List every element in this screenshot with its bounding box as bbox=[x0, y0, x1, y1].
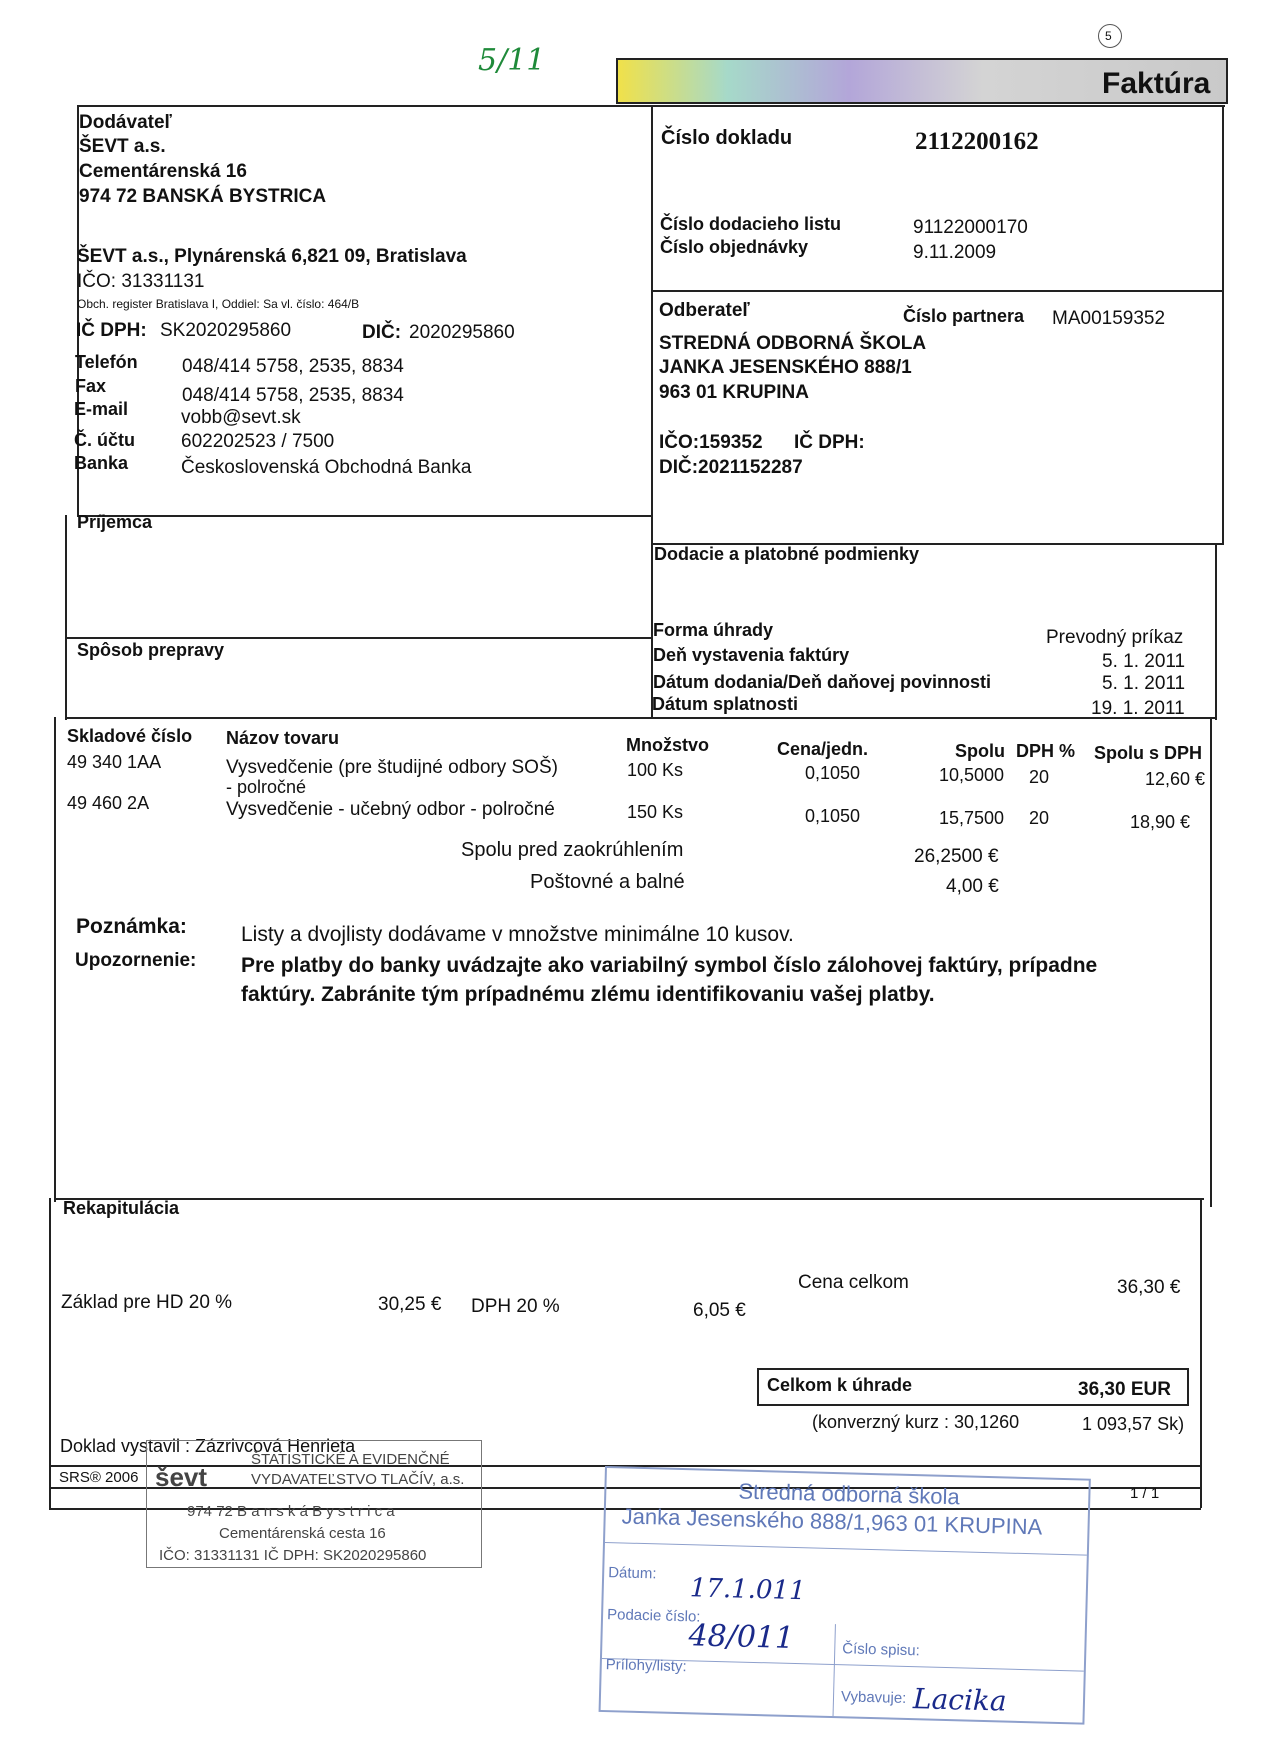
supplier-ic-dph-label: IČ DPH: bbox=[76, 320, 147, 341]
srs-mark: SRS® 2006 bbox=[59, 1469, 139, 1486]
row-qty: 150 Ks bbox=[627, 802, 684, 822]
due-date: 19. 1. 2011 bbox=[1091, 698, 1185, 719]
row-vat: 20 bbox=[1029, 767, 1050, 787]
row-unit-price: 0,1050 bbox=[805, 763, 861, 783]
due-date-label: Dátum splatnosti bbox=[652, 694, 799, 714]
row-vat: 20 bbox=[1029, 808, 1050, 828]
stamp-handler-label: Vybavuje: bbox=[840, 1688, 907, 1707]
invoice-title: Faktúra bbox=[1102, 67, 1211, 100]
supplier-phone: 048/414 5758, 2535, 8834 bbox=[182, 356, 404, 377]
col-name: Názov tovaru bbox=[226, 728, 340, 748]
school-stamp-line2: Janka Jesenského 888/1,963 01 KRUPINA bbox=[621, 1503, 1043, 1540]
stamp-file-label: Číslo spisu: bbox=[842, 1640, 921, 1660]
amount-due-label: Celkom k úhrade bbox=[767, 1375, 913, 1395]
school-stamp-line1: Stredná odborná škola bbox=[738, 1478, 961, 1510]
delivery-note-label: Číslo dodacieho listu bbox=[660, 214, 842, 234]
issued-by: Doklad vystavil : Zázrivcová Henrieta bbox=[60, 1436, 356, 1456]
tax-date-label: Dátum dodania/Deň daňovej povinnosti bbox=[653, 672, 992, 692]
supplier-fax-label: Fax bbox=[75, 376, 107, 396]
col-code: Skladové číslo bbox=[67, 726, 193, 746]
row-total-vat: 12,60 € bbox=[1145, 769, 1206, 789]
col-vat: DPH % bbox=[1016, 741, 1076, 761]
supplier-dic-label: DIČ: bbox=[362, 322, 402, 343]
supplier-email-label: E-mail bbox=[74, 399, 129, 419]
warning-label: Upozornenie: bbox=[75, 950, 197, 971]
col-total: Spolu bbox=[955, 741, 1005, 761]
doc-number-label: Číslo dokladu bbox=[661, 127, 793, 149]
recap-total: 36,30 € bbox=[1117, 1277, 1181, 1298]
supplier-fax: 048/414 5758, 2535, 8834 bbox=[182, 385, 404, 406]
row-total: 15,7500 bbox=[939, 808, 1005, 828]
recap-vat-label: DPH 20 % bbox=[471, 1296, 560, 1317]
row-total-vat: 18,90 € bbox=[1130, 812, 1191, 832]
supplier-bank-label: Banka bbox=[74, 453, 129, 473]
payment-form-label: Forma úhrady bbox=[653, 620, 774, 640]
note-label: Poznámka: bbox=[76, 915, 187, 938]
warning-line2: faktúry. Zabránite tým prípadnému zlému identifikovaniu vašej platby. bbox=[241, 983, 935, 1006]
recap-base: 30,25 € bbox=[378, 1294, 442, 1315]
sevt-stamp-line5: IČO: 31331131 IČ DPH: SK2020295860 bbox=[159, 1547, 427, 1564]
customer-line1: STREDNÁ ODBORNÁ ŠKOLA bbox=[659, 333, 927, 354]
row-name-2: - polročné bbox=[226, 777, 307, 797]
supplier-heading: Dodávateľ bbox=[79, 112, 172, 133]
supplier-bank: Československá Obchodná Banka bbox=[181, 457, 472, 478]
payment-form: Prevodný príkaz bbox=[1046, 627, 1184, 648]
supplier-dic: 2020295860 bbox=[409, 322, 515, 343]
customer-line2: JANKA JESENSKÉHO 888/1 bbox=[659, 357, 912, 378]
tax-date: 5. 1. 2011 bbox=[1102, 673, 1186, 694]
partner-label: Číslo partnera bbox=[903, 306, 1025, 326]
issue-date-label: Deň vystavenia faktúry bbox=[653, 645, 850, 665]
order-number: 9.11.2009 bbox=[913, 242, 997, 263]
terms-heading: Dodacie a platobné podmienky bbox=[654, 544, 920, 564]
customer-dic: DIČ:2021152287 bbox=[659, 457, 803, 478]
sevt-logo-icon: ševt bbox=[155, 1462, 208, 1492]
row-total: 10,5000 bbox=[939, 765, 1005, 785]
sevt-stamp bbox=[146, 1440, 482, 1568]
stamp-date-label: Dátum: bbox=[607, 1564, 657, 1583]
stamp-reg: 48/011 bbox=[688, 1618, 795, 1657]
note-text: Listy a dvojlisty dodávame v množstve minimálne 10 kusov. bbox=[241, 923, 794, 946]
order-label: Číslo objednávky bbox=[660, 237, 809, 257]
col-total-vat: Spolu s DPH bbox=[1094, 743, 1203, 763]
row-unit-price: 0,1050 bbox=[805, 806, 861, 826]
page-number: 1 / 1 bbox=[1130, 1485, 1160, 1502]
sevt-stamp-line2: VYDAVATEĽSTVO TLAČÍV, a.s. bbox=[251, 1471, 465, 1488]
col-unit-price: Cena/jedn. bbox=[777, 739, 869, 759]
page-circle-number: 5 bbox=[1105, 29, 1112, 43]
customer-heading: Odberateľ bbox=[659, 300, 750, 321]
supplier-account: 602202523 / 7500 bbox=[181, 431, 335, 452]
exchange-rate: (konverzný kurz : 30,1260 bbox=[812, 1412, 1020, 1432]
handwritten-mark: 5/11 bbox=[478, 43, 546, 78]
transport-label: Spôsob prepravy bbox=[77, 640, 225, 660]
subtotal-value: 26,2500 € bbox=[914, 846, 999, 867]
amount-due: 36,30 EUR bbox=[1078, 1379, 1171, 1400]
row-name: Vysvedčenie - učebný odbor - polročné bbox=[226, 799, 555, 820]
supplier-ico: IČO: 31331131 bbox=[77, 271, 205, 292]
supplier-register: Obch. register Bratislava I, Oddiel: Sa vl. číslo: 464/B bbox=[77, 297, 360, 311]
subtotal-label: Spolu pred zaokrúhlením bbox=[461, 839, 684, 861]
row-code: 49 340 1AA bbox=[67, 752, 162, 772]
supplier-email: vobb@sevt.sk bbox=[181, 407, 301, 428]
postage-label: Poštovné a balné bbox=[530, 871, 685, 893]
supplier-street: Cementárenská 16 bbox=[79, 161, 247, 182]
row-name: Vysvedčenie (pre študijné odbory SOŠ) bbox=[226, 757, 558, 778]
sevt-stamp-line3: 974 72 B a n s k á B y s t r i c a bbox=[187, 1503, 395, 1520]
sevt-stamp-line1: ŠTATISTICKÉ A EVIDENČNÉ bbox=[251, 1451, 450, 1468]
stamp-reg-label: Podacie číslo: bbox=[606, 1606, 701, 1626]
supplier-ic-dph: SK2020295860 bbox=[160, 320, 292, 341]
customer-ico: IČO:159352 bbox=[659, 432, 763, 453]
amount-sk: 1 093,57 Sk) bbox=[1082, 1414, 1185, 1434]
warning-line1: Pre platby do banky uvádzajte ako variabilný symbol číslo zálohovej faktúry, prípadne bbox=[241, 954, 1098, 977]
customer-line3: 963 01 KRUPINA bbox=[659, 382, 809, 403]
supplier-branch: ŠEVT a.s., Plynárenská 6,821 09, Bratislava bbox=[77, 246, 467, 267]
row-qty: 100 Ks bbox=[627, 760, 684, 780]
issue-date: 5. 1. 2011 bbox=[1102, 651, 1186, 672]
doc-number: 2112200162 bbox=[915, 128, 1039, 155]
col-qty: Množstvo bbox=[626, 735, 709, 755]
delivery-note: 91122000170 bbox=[913, 217, 1028, 238]
stamp-handler: Lacika bbox=[912, 1682, 1008, 1718]
supplier-account-label: Č. účtu bbox=[74, 430, 135, 450]
recipient-label: Príjemca bbox=[77, 512, 153, 532]
customer-ic-dph: IČ DPH: bbox=[794, 432, 865, 453]
supplier-name: ŠEVT a.s. bbox=[79, 136, 166, 157]
supplier-phone-label: Telefón bbox=[75, 352, 138, 372]
recap-total-label: Cena celkom bbox=[798, 1272, 909, 1293]
row-code: 49 460 2A bbox=[67, 793, 150, 813]
recap-heading: Rekapitulácia bbox=[63, 1198, 180, 1218]
recap-vat: 6,05 € bbox=[693, 1300, 746, 1321]
stamp-date: 17.1.011 bbox=[689, 1573, 806, 1607]
school-stamp bbox=[599, 1466, 1091, 1725]
stamp-attach-label: Prílohy/listy: bbox=[605, 1656, 687, 1676]
postage-value: 4,00 € bbox=[946, 876, 999, 897]
supplier-city: 974 72 BANSKÁ BYSTRICA bbox=[79, 186, 327, 207]
partner-number: MA00159352 bbox=[1052, 308, 1166, 329]
recap-base-label: Základ pre HD 20 % bbox=[61, 1292, 233, 1313]
sevt-stamp-line4: Cementárenská cesta 16 bbox=[219, 1525, 386, 1542]
